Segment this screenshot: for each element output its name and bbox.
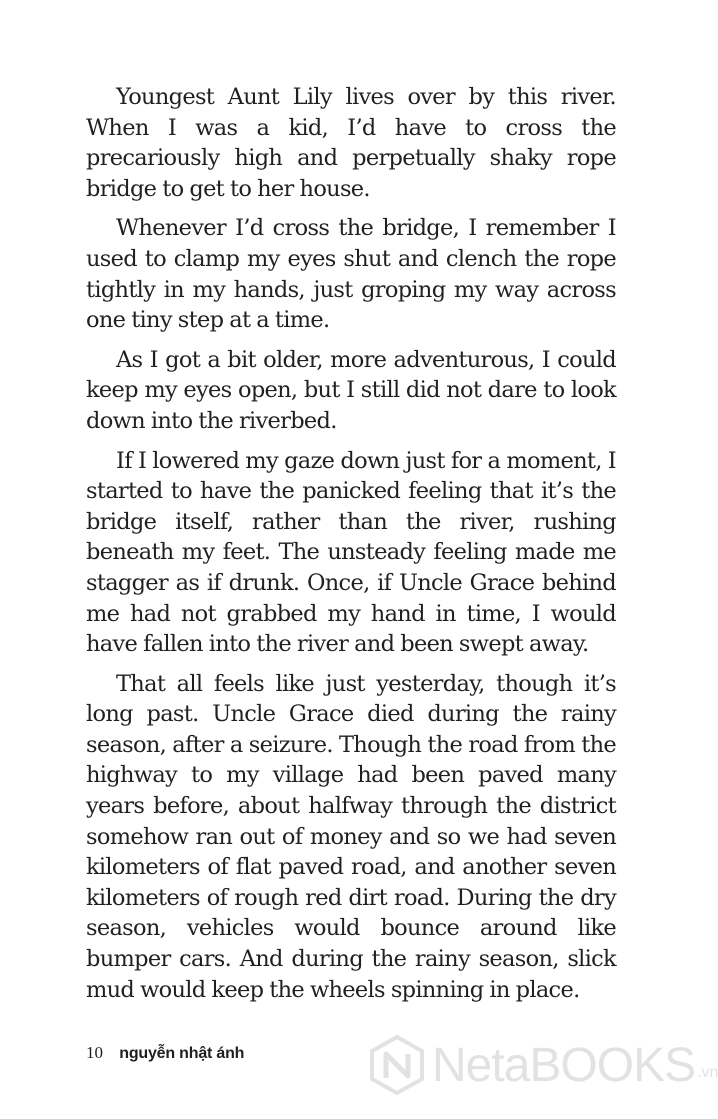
watermark bbox=[366, 1020, 718, 1110]
page-number: 10 bbox=[86, 1043, 103, 1062]
paragraph: If I lowered my gaze down just for a moment, I started to have the panicked feeling that it’s the bridge itself, rather than the river, rushing beneath my feet. The unsteady feeling made me stagger as if drunk. Once, if Uncle Grace behind me had not grabbed my hand in time, I would have fallen into the river and been swept away. bbox=[86, 447, 616, 658]
page-body-text bbox=[86, 82, 616, 1014]
watermark-tld: .vn bbox=[697, 1064, 718, 1081]
netabooks-logo-icon bbox=[366, 1034, 428, 1096]
running-footer-author: nguyễn nhật ánh bbox=[119, 1045, 245, 1062]
paragraph: Whenever I’d cross the bridge, I remember I used to clamp my eyes shut and clench the rope tightly in my hands, just groping my way across one tiny step at a time. bbox=[86, 215, 616, 334]
paragraph: That all feels like just yesterday, though it’s long past. Uncle Grace died during the rainy season, after a seizure. Though the road from the highway to my village had been paved many years before, about halfway through the district somehow ran out of money and so we had seven kilometers of flat paved road, and another seven kilometers of rough red dirt road. During the dry season, vehicles would bounce around like bumper cars. And during the rainy season, slick mud would keep the wheels spinning in place. bbox=[86, 670, 616, 1003]
paragraph: Youngest Aunt Lily lives over by this river. When I was a kid, I’d have to cross the precariously high and perpetually shaky rope bridge to get to her house. bbox=[86, 84, 616, 202]
page-footer bbox=[86, 1043, 244, 1063]
paragraph: As I got a bit older, more adventurous, I could keep my eyes open, but I still did not dare to look down into the riverbed. bbox=[86, 346, 616, 434]
watermark-brand: NetaBOOKS bbox=[432, 1038, 696, 1092]
